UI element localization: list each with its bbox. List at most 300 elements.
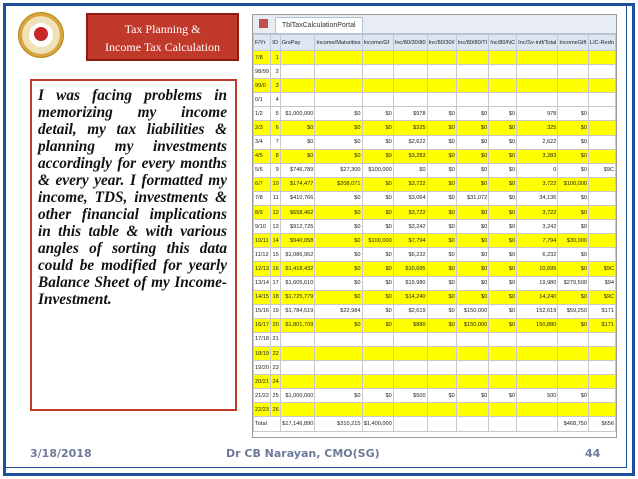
table-cell[interactable]: $0 bbox=[427, 318, 456, 332]
table-cell[interactable] bbox=[588, 403, 615, 417]
table-row[interactable] bbox=[254, 107, 616, 121]
table-cell[interactable] bbox=[456, 332, 489, 346]
table-cell[interactable]: 325 bbox=[517, 121, 558, 135]
table-cell[interactable]: $500 bbox=[393, 389, 427, 403]
table-cell[interactable] bbox=[362, 332, 393, 346]
table-row[interactable] bbox=[254, 51, 616, 65]
cell-fiscal-year[interactable]: 7/8 bbox=[254, 51, 271, 65]
table-cell[interactable] bbox=[588, 220, 615, 234]
table-cell[interactable] bbox=[362, 346, 393, 360]
table-cell[interactable]: 3,722 bbox=[517, 206, 558, 220]
table-cell[interactable] bbox=[588, 121, 615, 135]
table-cell[interactable]: $0 bbox=[427, 290, 456, 304]
table-cell[interactable]: $0 bbox=[427, 304, 456, 318]
column-header[interactable]: ID bbox=[271, 35, 280, 51]
table-cell[interactable]: 500 bbox=[517, 389, 558, 403]
table-cell[interactable] bbox=[362, 65, 393, 79]
column-header[interactable]: Inc/Sv-intf/Total bbox=[517, 35, 558, 51]
cell-id[interactable]: 17 bbox=[271, 276, 280, 290]
table-cell[interactable] bbox=[362, 93, 393, 107]
table-cell[interactable]: $9C bbox=[588, 163, 615, 177]
table-cell[interactable]: $1,784,519 bbox=[280, 304, 315, 318]
cell-id[interactable]: 9 bbox=[271, 163, 280, 177]
table-cell[interactable] bbox=[393, 346, 427, 360]
table-cell[interactable] bbox=[456, 79, 489, 93]
table-row[interactable] bbox=[254, 163, 616, 177]
table-cell[interactable]: $150,000 bbox=[456, 304, 489, 318]
table-cell[interactable]: $0 bbox=[315, 149, 362, 163]
cell-fiscal-year[interactable]: 99/0 bbox=[254, 79, 271, 93]
table-cell[interactable] bbox=[489, 346, 517, 360]
table-cell[interactable]: $0 bbox=[315, 135, 362, 149]
table-cell[interactable] bbox=[315, 65, 362, 79]
table-cell[interactable]: 0 bbox=[517, 163, 558, 177]
table-cell[interactable]: $0 bbox=[315, 248, 362, 262]
table-cell[interactable]: $0 bbox=[427, 389, 456, 403]
table-cell[interactable] bbox=[558, 403, 589, 417]
table-cell[interactable]: $3,722 bbox=[393, 206, 427, 220]
table-cell[interactable]: $3,283 bbox=[393, 149, 427, 163]
table-cell[interactable]: $0 bbox=[315, 191, 362, 205]
table-cell[interactable] bbox=[280, 65, 315, 79]
cell-fiscal-year[interactable]: 19/20 bbox=[254, 361, 271, 375]
table-cell[interactable] bbox=[362, 79, 393, 93]
table-cell[interactable] bbox=[588, 65, 615, 79]
cell-fiscal-year[interactable]: 16/17 bbox=[254, 318, 271, 332]
table-row[interactable] bbox=[254, 220, 616, 234]
cell-fiscal-year[interactable]: 21/22 bbox=[254, 389, 271, 403]
cell-id[interactable]: 2 bbox=[271, 65, 280, 79]
table-cell[interactable]: 3,242 bbox=[517, 220, 558, 234]
table-cell[interactable]: $912,725 bbox=[280, 220, 315, 234]
table-cell[interactable]: $0 bbox=[489, 262, 517, 276]
table-cell[interactable]: $0 bbox=[558, 107, 589, 121]
table-cell[interactable] bbox=[558, 65, 589, 79]
table-row[interactable] bbox=[254, 361, 616, 375]
table-cell[interactable] bbox=[489, 361, 517, 375]
table-cell[interactable]: $0 bbox=[315, 318, 362, 332]
table-cell[interactable]: $0 bbox=[362, 262, 393, 276]
table-row[interactable] bbox=[254, 248, 616, 262]
cell-id[interactable]: 14 bbox=[271, 234, 280, 248]
cell-fiscal-year[interactable]: 8/9 bbox=[254, 206, 271, 220]
table-cell[interactable] bbox=[456, 375, 489, 389]
table-cell[interactable] bbox=[427, 332, 456, 346]
table-cell[interactable]: $0 bbox=[362, 121, 393, 135]
table-cell[interactable] bbox=[393, 361, 427, 375]
table-cell[interactable] bbox=[588, 346, 615, 360]
table-cell[interactable]: 978 bbox=[517, 107, 558, 121]
table-cell[interactable]: $1,000,000 bbox=[280, 389, 315, 403]
table-cell[interactable]: $0 bbox=[362, 389, 393, 403]
cell-id[interactable]: 7 bbox=[271, 135, 280, 149]
cell-fiscal-year[interactable]: 10/11 bbox=[254, 234, 271, 248]
table-cell[interactable]: $174,477 bbox=[280, 177, 315, 191]
table-cell[interactable]: $3,722 bbox=[393, 177, 427, 191]
table-cell[interactable] bbox=[315, 375, 362, 389]
table-cell[interactable] bbox=[456, 346, 489, 360]
table-cell[interactable] bbox=[558, 375, 589, 389]
table-cell[interactable]: $1,725,779 bbox=[280, 290, 315, 304]
table-cell[interactable]: $0 bbox=[456, 107, 489, 121]
table-cell[interactable]: $0 bbox=[489, 248, 517, 262]
table-cell[interactable] bbox=[517, 93, 558, 107]
table-cell[interactable] bbox=[588, 51, 615, 65]
cell-fiscal-year[interactable]: 6/7 bbox=[254, 177, 271, 191]
table-cell[interactable]: $0 bbox=[362, 220, 393, 234]
table-cell[interactable]: $1,801,709 bbox=[280, 318, 315, 332]
table-cell[interactable]: $7,794 bbox=[393, 234, 427, 248]
table-row[interactable] bbox=[254, 262, 616, 276]
table-cell[interactable]: $0 bbox=[489, 191, 517, 205]
table-cell[interactable]: 6,232 bbox=[517, 248, 558, 262]
table-cell[interactable]: $0 bbox=[489, 107, 517, 121]
table-cell[interactable] bbox=[558, 361, 589, 375]
table-cell[interactable] bbox=[558, 332, 589, 346]
cell-fiscal-year[interactable]: 14/15 bbox=[254, 290, 271, 304]
table-cell[interactable] bbox=[588, 206, 615, 220]
column-header[interactable]: Inc/80/30/80 bbox=[393, 35, 427, 51]
table-cell[interactable]: $0 bbox=[456, 121, 489, 135]
table-cell[interactable]: $0 bbox=[427, 149, 456, 163]
table-cell[interactable] bbox=[280, 346, 315, 360]
table-cell[interactable]: $0 bbox=[489, 220, 517, 234]
table-cell[interactable] bbox=[588, 93, 615, 107]
table-cell[interactable] bbox=[362, 361, 393, 375]
table-cell[interactable] bbox=[280, 51, 315, 65]
cell-id[interactable]: 18 bbox=[271, 290, 280, 304]
table-cell[interactable] bbox=[427, 51, 456, 65]
table-cell[interactable]: $0 bbox=[315, 276, 362, 290]
table-cell[interactable] bbox=[517, 332, 558, 346]
table-cell[interactable]: $978 bbox=[393, 107, 427, 121]
table-cell[interactable]: $0 bbox=[362, 107, 393, 121]
cell-fiscal-year[interactable]: 9/10 bbox=[254, 220, 271, 234]
cell-id[interactable]: 5 bbox=[271, 107, 280, 121]
table-row[interactable] bbox=[254, 93, 616, 107]
cell-id[interactable]: 16 bbox=[271, 262, 280, 276]
cell-id[interactable]: 23 bbox=[271, 361, 280, 375]
table-cell[interactable]: $0 bbox=[362, 191, 393, 205]
table-cell[interactable] bbox=[588, 149, 615, 163]
cell-fiscal-year[interactable]: 7/8 bbox=[254, 191, 271, 205]
table-row[interactable] bbox=[254, 389, 616, 403]
cell-fiscal-year[interactable]: 20/21 bbox=[254, 375, 271, 389]
table-cell[interactable]: $1,418,432 bbox=[280, 262, 315, 276]
table-cell[interactable] bbox=[517, 51, 558, 65]
table-cell[interactable]: $0 bbox=[427, 135, 456, 149]
table-cell[interactable]: $0 bbox=[558, 262, 589, 276]
table-cell[interactable]: $0 bbox=[558, 389, 589, 403]
table-cell[interactable] bbox=[588, 191, 615, 205]
table-cell[interactable]: $0 bbox=[558, 206, 589, 220]
table-cell[interactable]: $0 bbox=[558, 290, 589, 304]
table-cell[interactable] bbox=[489, 65, 517, 79]
table-cell[interactable]: $1,086,952 bbox=[280, 248, 315, 262]
table-cell[interactable] bbox=[456, 65, 489, 79]
table-cell[interactable]: $0 bbox=[362, 276, 393, 290]
table-row[interactable] bbox=[254, 135, 616, 149]
cell-fiscal-year[interactable]: 3/4 bbox=[254, 135, 271, 149]
table-cell[interactable]: $410,766 bbox=[280, 191, 315, 205]
cell-fiscal-year[interactable]: 1/2 bbox=[254, 107, 271, 121]
table-row[interactable] bbox=[254, 403, 616, 417]
table-cell[interactable]: $0 bbox=[427, 121, 456, 135]
cell-fiscal-year[interactable]: 17/18 bbox=[254, 332, 271, 346]
table-cell[interactable]: $0 bbox=[315, 262, 362, 276]
table-cell[interactable] bbox=[588, 177, 615, 191]
table-cell[interactable] bbox=[427, 65, 456, 79]
table-cell[interactable] bbox=[315, 51, 362, 65]
table-cell[interactable] bbox=[393, 375, 427, 389]
table-cell[interactable]: $0 bbox=[456, 290, 489, 304]
table-cell[interactable]: $0 bbox=[456, 206, 489, 220]
table-cell[interactable] bbox=[558, 93, 589, 107]
table-cell[interactable]: $0 bbox=[489, 234, 517, 248]
table-cell[interactable]: $0 bbox=[558, 163, 589, 177]
table-cell[interactable]: $0 bbox=[362, 248, 393, 262]
table-cell[interactable]: $0 bbox=[558, 149, 589, 163]
table-row[interactable] bbox=[254, 65, 616, 79]
table-cell[interactable]: $100,000 bbox=[362, 234, 393, 248]
table-cell[interactable]: $171 bbox=[588, 318, 615, 332]
table-cell[interactable]: $22,984 bbox=[315, 304, 362, 318]
table-cell[interactable] bbox=[588, 234, 615, 248]
table-cell[interactable]: $0 bbox=[315, 121, 362, 135]
table-cell[interactable]: $0 bbox=[558, 135, 589, 149]
table-cell[interactable]: $0 bbox=[362, 177, 393, 191]
table-cell[interactable]: $9C bbox=[588, 290, 615, 304]
table-cell[interactable]: $10,695 bbox=[393, 262, 427, 276]
table-tab[interactable]: TblTaxCalculationPortal bbox=[275, 17, 363, 33]
table-cell[interactable] bbox=[517, 65, 558, 79]
table-cell[interactable]: $940,058 bbox=[280, 234, 315, 248]
cell-fiscal-year[interactable]: 5/6 bbox=[254, 163, 271, 177]
column-header[interactable]: IncomeGift bbox=[558, 35, 589, 51]
table-cell[interactable] bbox=[456, 361, 489, 375]
cell-id[interactable]: 25 bbox=[271, 389, 280, 403]
table-cell[interactable] bbox=[558, 79, 589, 93]
cell-id[interactable]: 22 bbox=[271, 346, 280, 360]
table-cell[interactable] bbox=[427, 93, 456, 107]
table-cell[interactable] bbox=[489, 93, 517, 107]
table-cell[interactable]: $27,300 bbox=[315, 163, 362, 177]
table-cell[interactable] bbox=[393, 93, 427, 107]
table-cell[interactable]: $0 bbox=[280, 121, 315, 135]
table-cell[interactable]: $0 bbox=[489, 149, 517, 163]
table-cell[interactable]: $0 bbox=[427, 107, 456, 121]
table-cell[interactable]: $0 bbox=[456, 389, 489, 403]
table-cell[interactable]: $0 bbox=[362, 135, 393, 149]
cell-id[interactable]: 6 bbox=[271, 121, 280, 135]
table-row[interactable] bbox=[254, 332, 616, 346]
table-cell[interactable]: $2,622 bbox=[393, 135, 427, 149]
table-cell[interactable]: $0 bbox=[456, 220, 489, 234]
table-cell[interactable] bbox=[588, 135, 615, 149]
column-header[interactable]: GrsPay bbox=[280, 35, 315, 51]
table-cell[interactable]: $0 bbox=[456, 135, 489, 149]
table-cell[interactable]: 3,283 bbox=[517, 149, 558, 163]
table-cell[interactable]: $0 bbox=[427, 234, 456, 248]
table-cell[interactable] bbox=[315, 79, 362, 93]
table-row[interactable] bbox=[254, 304, 616, 318]
table-cell[interactable] bbox=[588, 361, 615, 375]
table-cell[interactable] bbox=[588, 375, 615, 389]
table-cell[interactable]: $0 bbox=[558, 191, 589, 205]
cell-fiscal-year[interactable]: 22/23 bbox=[254, 403, 271, 417]
table-cell[interactable] bbox=[362, 375, 393, 389]
table-cell[interactable]: $0 bbox=[280, 135, 315, 149]
table-cell[interactable]: $0 bbox=[427, 191, 456, 205]
table-cell[interactable]: $0 bbox=[315, 389, 362, 403]
table-cell[interactable] bbox=[315, 361, 362, 375]
table-cell[interactable] bbox=[280, 332, 315, 346]
table-cell[interactable] bbox=[393, 51, 427, 65]
table-cell[interactable]: 152,619 bbox=[517, 304, 558, 318]
table-cell[interactable] bbox=[456, 403, 489, 417]
column-header[interactable]: Inc/80/80/TI bbox=[456, 35, 489, 51]
table-cell[interactable]: 19,980 bbox=[517, 276, 558, 290]
table-cell[interactable]: $208,071 bbox=[315, 177, 362, 191]
table-cell[interactable]: $1,000,000 bbox=[280, 107, 315, 121]
column-header[interactable]: Inc/80/30/I bbox=[427, 35, 456, 51]
table-row[interactable] bbox=[254, 318, 616, 332]
table-cell[interactable]: 34,136 bbox=[517, 191, 558, 205]
table-cell[interactable] bbox=[517, 375, 558, 389]
table-cell[interactable]: $30,000 bbox=[558, 234, 589, 248]
table-cell[interactable]: $0 bbox=[489, 177, 517, 191]
table-cell[interactable] bbox=[489, 51, 517, 65]
table-cell[interactable]: $0 bbox=[427, 206, 456, 220]
table-cell[interactable]: $0 bbox=[456, 163, 489, 177]
column-header[interactable]: Inc/80/NC bbox=[489, 35, 517, 51]
table-cell[interactable]: 10,695 bbox=[517, 262, 558, 276]
table-cell[interactable] bbox=[427, 346, 456, 360]
table-cell[interactable]: $0 bbox=[456, 177, 489, 191]
table-cell[interactable]: $0 bbox=[456, 234, 489, 248]
table-cell[interactable]: $0 bbox=[558, 121, 589, 135]
cell-fiscal-year[interactable]: 4/5 bbox=[254, 149, 271, 163]
table-row[interactable] bbox=[254, 276, 616, 290]
table-cell[interactable] bbox=[427, 361, 456, 375]
table-cell[interactable]: $325 bbox=[393, 121, 427, 135]
table-cell[interactable]: $0 bbox=[489, 206, 517, 220]
cell-fiscal-year[interactable]: 0/1 bbox=[254, 93, 271, 107]
table-cell[interactable] bbox=[489, 403, 517, 417]
table-cell[interactable] bbox=[427, 403, 456, 417]
table-cell[interactable]: $0 bbox=[393, 163, 427, 177]
table-row[interactable] bbox=[254, 234, 616, 248]
table-cell[interactable]: $0 bbox=[362, 206, 393, 220]
table-cell[interactable]: $0 bbox=[280, 149, 315, 163]
cell-fiscal-year[interactable]: 18/19 bbox=[254, 346, 271, 360]
table-cell[interactable] bbox=[393, 79, 427, 93]
table-row[interactable] bbox=[254, 177, 616, 191]
table-cell[interactable]: $3,064 bbox=[393, 191, 427, 205]
table-cell[interactable]: $0 bbox=[558, 220, 589, 234]
table-cell[interactable]: $0 bbox=[427, 276, 456, 290]
table-cell[interactable]: $59,250 bbox=[558, 304, 589, 318]
table-cell[interactable]: 7,794 bbox=[517, 234, 558, 248]
cell-fiscal-year[interactable]: 12/13 bbox=[254, 262, 271, 276]
table-cell[interactable]: $0 bbox=[489, 163, 517, 177]
table-cell[interactable]: $0 bbox=[489, 304, 517, 318]
table-cell[interactable]: $31,072 bbox=[456, 191, 489, 205]
table-row[interactable] bbox=[254, 375, 616, 389]
table-cell[interactable]: 14,240 bbox=[517, 290, 558, 304]
table-cell[interactable] bbox=[393, 65, 427, 79]
table-cell[interactable]: $19,980 bbox=[393, 276, 427, 290]
cell-fiscal-year[interactable]: 11/12 bbox=[254, 248, 271, 262]
table-cell[interactable]: $0 bbox=[489, 135, 517, 149]
table-cell[interactable] bbox=[315, 93, 362, 107]
table-cell[interactable]: $150,000 bbox=[456, 318, 489, 332]
table-cell[interactable]: $2,619 bbox=[393, 304, 427, 318]
table-cell[interactable] bbox=[517, 361, 558, 375]
table-cell[interactable] bbox=[427, 375, 456, 389]
table-cell[interactable]: $0 bbox=[558, 318, 589, 332]
table-cell[interactable]: $0 bbox=[315, 220, 362, 234]
table-cell[interactable] bbox=[588, 248, 615, 262]
cell-id[interactable]: 10 bbox=[271, 177, 280, 191]
table-cell[interactable] bbox=[315, 346, 362, 360]
table-cell[interactable] bbox=[456, 93, 489, 107]
table-cell[interactable] bbox=[558, 51, 589, 65]
table-row[interactable] bbox=[254, 191, 616, 205]
table-cell[interactable] bbox=[517, 346, 558, 360]
table-cell[interactable]: $0 bbox=[362, 290, 393, 304]
cell-id[interactable]: 13 bbox=[271, 220, 280, 234]
cell-id[interactable]: 11 bbox=[271, 191, 280, 205]
table-cell[interactable]: $0 bbox=[362, 318, 393, 332]
table-cell[interactable]: 2,622 bbox=[517, 135, 558, 149]
table-cell[interactable] bbox=[517, 79, 558, 93]
table-row[interactable] bbox=[254, 346, 616, 360]
table-row[interactable] bbox=[254, 121, 616, 135]
table-cell[interactable]: $0 bbox=[558, 248, 589, 262]
table-cell[interactable] bbox=[588, 332, 615, 346]
table-cell[interactable]: $0 bbox=[427, 220, 456, 234]
table-cell[interactable]: $0 bbox=[489, 276, 517, 290]
table-cell[interactable] bbox=[427, 79, 456, 93]
table-cell[interactable]: $3,242 bbox=[393, 220, 427, 234]
table-cell[interactable]: $0 bbox=[427, 262, 456, 276]
table-cell[interactable] bbox=[315, 403, 362, 417]
table-cell[interactable]: $171 bbox=[588, 304, 615, 318]
column-header[interactable]: Income/Maturities bbox=[315, 35, 362, 51]
table-cell[interactable] bbox=[393, 403, 427, 417]
table-cell[interactable]: $0 bbox=[315, 234, 362, 248]
table-cell[interactable]: $9C bbox=[588, 262, 615, 276]
cell-id[interactable]: 19 bbox=[271, 304, 280, 318]
table-cell[interactable]: $0 bbox=[456, 248, 489, 262]
table-cell[interactable] bbox=[489, 79, 517, 93]
table-cell[interactable] bbox=[280, 361, 315, 375]
table-cell[interactable]: 150,880 bbox=[517, 318, 558, 332]
table-row[interactable] bbox=[254, 149, 616, 163]
table-cell[interactable]: $14,240 bbox=[393, 290, 427, 304]
table-cell[interactable]: $0 bbox=[315, 206, 362, 220]
cell-id[interactable]: 21 bbox=[271, 332, 280, 346]
table-cell[interactable] bbox=[588, 107, 615, 121]
table-cell[interactable] bbox=[517, 403, 558, 417]
table-cell[interactable]: $100,000 bbox=[362, 163, 393, 177]
table-cell[interactable]: $0 bbox=[456, 276, 489, 290]
table-cell[interactable]: $746,789 bbox=[280, 163, 315, 177]
table-cell[interactable]: $880 bbox=[393, 318, 427, 332]
cell-fiscal-year[interactable]: 2/3 bbox=[254, 121, 271, 135]
cell-id[interactable]: 1 bbox=[271, 51, 280, 65]
